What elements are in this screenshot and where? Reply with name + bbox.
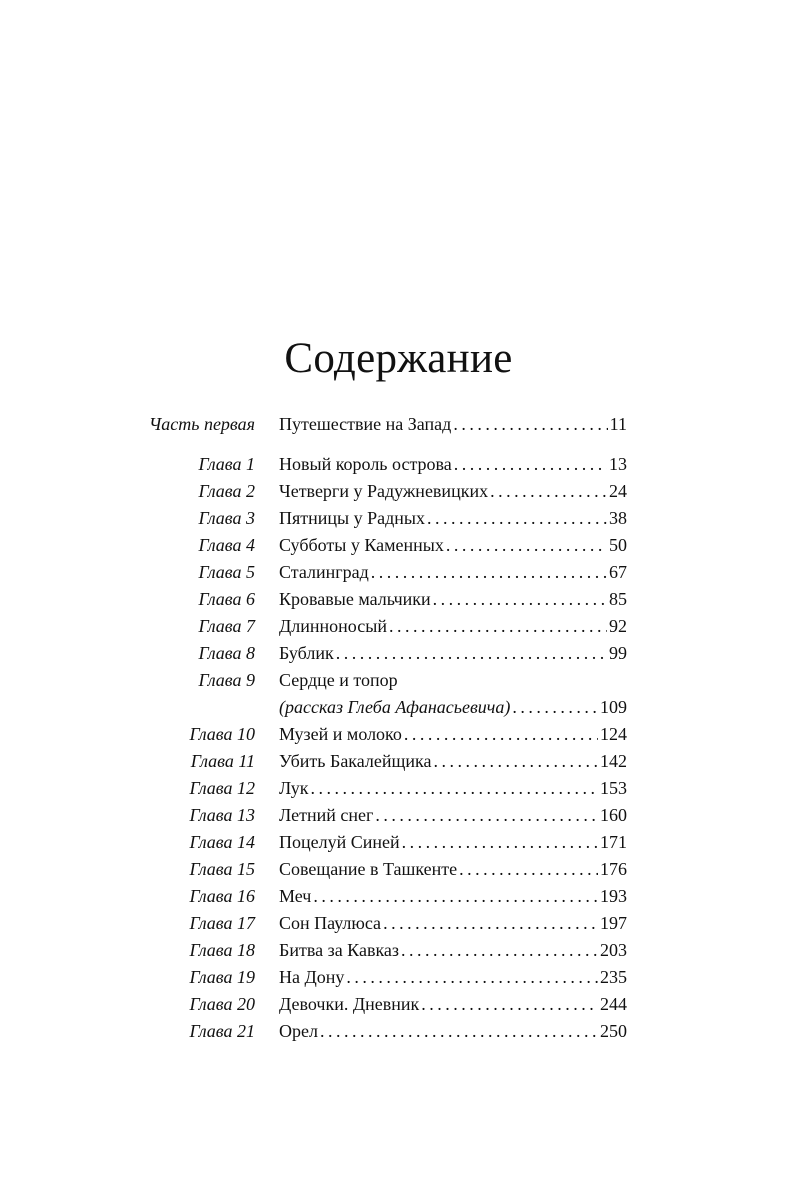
chapter-label: Глава 20 xyxy=(189,994,255,1014)
toc-row-chapter-19[interactable] xyxy=(0,964,797,991)
chapter-label: Глава 14 xyxy=(189,832,255,852)
page-number: 235 xyxy=(600,967,627,987)
toc-row-chapter-9[interactable] xyxy=(0,667,797,694)
page-number: 197 xyxy=(600,913,627,933)
toc-row-chapter-11[interactable] xyxy=(0,748,797,775)
dot-leader xyxy=(311,775,598,802)
dot-leader xyxy=(453,411,607,438)
toc-row-chapter-20[interactable] xyxy=(0,991,797,1018)
page-number: 92 xyxy=(609,616,627,636)
dot-leader xyxy=(459,856,598,883)
dot-leader xyxy=(313,883,598,910)
dot-leader xyxy=(454,451,607,478)
dot-leader xyxy=(433,586,607,613)
page-number: 171 xyxy=(600,832,627,852)
chapter-label: Глава 19 xyxy=(189,967,255,987)
chapter-label: Глава 12 xyxy=(189,778,255,798)
toc-row-chapter-12[interactable] xyxy=(0,775,797,802)
dot-leader xyxy=(421,991,598,1018)
entry-title: Четверги у Радужневицких xyxy=(279,481,489,501)
entry-title: Кровавые мальчики xyxy=(279,589,431,609)
entry-title: Длинноносый xyxy=(279,616,387,636)
part-label: Часть первая xyxy=(148,414,255,434)
toc-row-chapter-18[interactable] xyxy=(0,937,797,964)
dot-leader xyxy=(346,964,598,991)
entry-title: Сталинград xyxy=(279,562,369,582)
toc-row-chapter-16[interactable] xyxy=(0,883,797,910)
chapter-label: Глава 11 xyxy=(190,751,255,771)
entry-title: Орел xyxy=(279,1021,318,1041)
toc-row-chapter-14[interactable] xyxy=(0,829,797,856)
page-number: 99 xyxy=(609,643,627,663)
chapter-label: Глава 17 xyxy=(189,913,255,933)
entry-title: Убить Бакалейщика xyxy=(279,751,432,771)
page-number: 244 xyxy=(600,994,627,1014)
toc-row-chapter-13[interactable] xyxy=(0,802,797,829)
chapter-label: Глава 21 xyxy=(189,1021,255,1041)
dot-leader xyxy=(402,829,598,856)
entry-title: Совещание в Ташкенте xyxy=(279,859,458,879)
page-number: 50 xyxy=(609,535,627,555)
dot-leader xyxy=(375,802,598,829)
toc-row-chapter-9-continued[interactable] xyxy=(0,694,797,721)
dot-leader xyxy=(446,532,607,559)
chapter-label: Глава 4 xyxy=(198,535,255,555)
chapter-label: Глава 15 xyxy=(189,859,255,879)
page-number: 250 xyxy=(600,1021,627,1041)
page-number: 160 xyxy=(600,805,627,825)
entry-title: Субботы у Каменных xyxy=(279,535,444,555)
toc-row-chapter-4[interactable] xyxy=(0,532,797,559)
page-number: 13 xyxy=(609,454,627,474)
chapter-label: Глава 9 xyxy=(198,670,255,690)
dot-leader xyxy=(404,721,598,748)
chapter-label: Глава 2 xyxy=(198,481,255,501)
chapter-label: Глава 10 xyxy=(189,724,255,744)
toc-row-chapter-3[interactable] xyxy=(0,505,797,532)
page-number: 109 xyxy=(600,697,627,717)
entry-title: Сон Паулюса xyxy=(279,913,382,933)
toc-row-part-1[interactable] xyxy=(0,411,797,438)
entry-title: Летний снег xyxy=(279,805,374,825)
dot-leader xyxy=(401,937,598,964)
page-title: Содержание xyxy=(284,335,513,382)
toc-row-chapter-5[interactable] xyxy=(0,559,797,586)
entry-title: Музей и молоко xyxy=(279,724,402,744)
chapter-label: Глава 3 xyxy=(198,508,255,528)
dot-leader xyxy=(512,694,598,721)
toc-row-chapter-17[interactable] xyxy=(0,910,797,937)
entry-title: Бублик xyxy=(279,643,334,663)
chapter-label: Глава 7 xyxy=(198,616,255,636)
entry-title: Новый король острова xyxy=(279,454,452,474)
dot-leader xyxy=(427,505,607,532)
dot-leader xyxy=(383,910,598,937)
page-number: 124 xyxy=(600,724,627,744)
entry-title: Битва за Кавказ xyxy=(279,940,400,960)
page-number: 193 xyxy=(600,886,627,906)
page-number: 38 xyxy=(609,508,627,528)
chapter-label: Глава 5 xyxy=(198,562,255,582)
toc-row-chapter-21[interactable] xyxy=(0,1018,797,1045)
entry-title: Сердце и топор xyxy=(279,670,398,690)
toc-row-chapter-10[interactable] xyxy=(0,721,797,748)
entry-title: Меч xyxy=(279,886,312,906)
chapter-label: Глава 8 xyxy=(198,643,255,663)
chapter-label: Глава 16 xyxy=(189,886,255,906)
chapter-label: Глава 13 xyxy=(189,805,255,825)
dot-leader xyxy=(490,478,607,505)
toc-row-chapter-7[interactable] xyxy=(0,613,797,640)
page-number: 176 xyxy=(600,859,627,879)
entry-title: На Дону xyxy=(279,967,345,987)
page-number: 67 xyxy=(609,562,627,582)
toc-row-chapter-15[interactable] xyxy=(0,856,797,883)
entry-title: Пятницы у Радных xyxy=(279,508,426,528)
entry-subtitle: (рассказ Глеба Афанасьевича) xyxy=(279,697,511,717)
page-number: 85 xyxy=(609,589,627,609)
toc-row-chapter-6[interactable] xyxy=(0,586,797,613)
chapter-label: Глава 1 xyxy=(198,454,255,474)
entry-title: Поцелуй Синей xyxy=(279,832,400,852)
page-number: 24 xyxy=(609,481,627,501)
toc-row-chapter-8[interactable] xyxy=(0,640,797,667)
dot-leader xyxy=(433,748,598,775)
entry-title: Лук xyxy=(279,778,309,798)
entry-title: Девочки. Дневник xyxy=(279,994,420,1014)
page-number: 142 xyxy=(600,751,627,771)
toc-row-chapter-2[interactable] xyxy=(0,478,797,505)
page-number: 11 xyxy=(609,414,627,434)
dot-leader xyxy=(320,1018,598,1045)
toc-row-chapter-1[interactable] xyxy=(0,451,797,478)
dot-leader xyxy=(389,613,607,640)
page-number: 203 xyxy=(600,940,627,960)
chapter-label: Глава 6 xyxy=(198,589,255,609)
dot-leader xyxy=(336,640,607,667)
dot-leader xyxy=(371,559,607,586)
page-number: 153 xyxy=(600,778,627,798)
entry-title: Путешествие на Запад xyxy=(279,414,452,434)
chapter-label: Глава 18 xyxy=(189,940,255,960)
